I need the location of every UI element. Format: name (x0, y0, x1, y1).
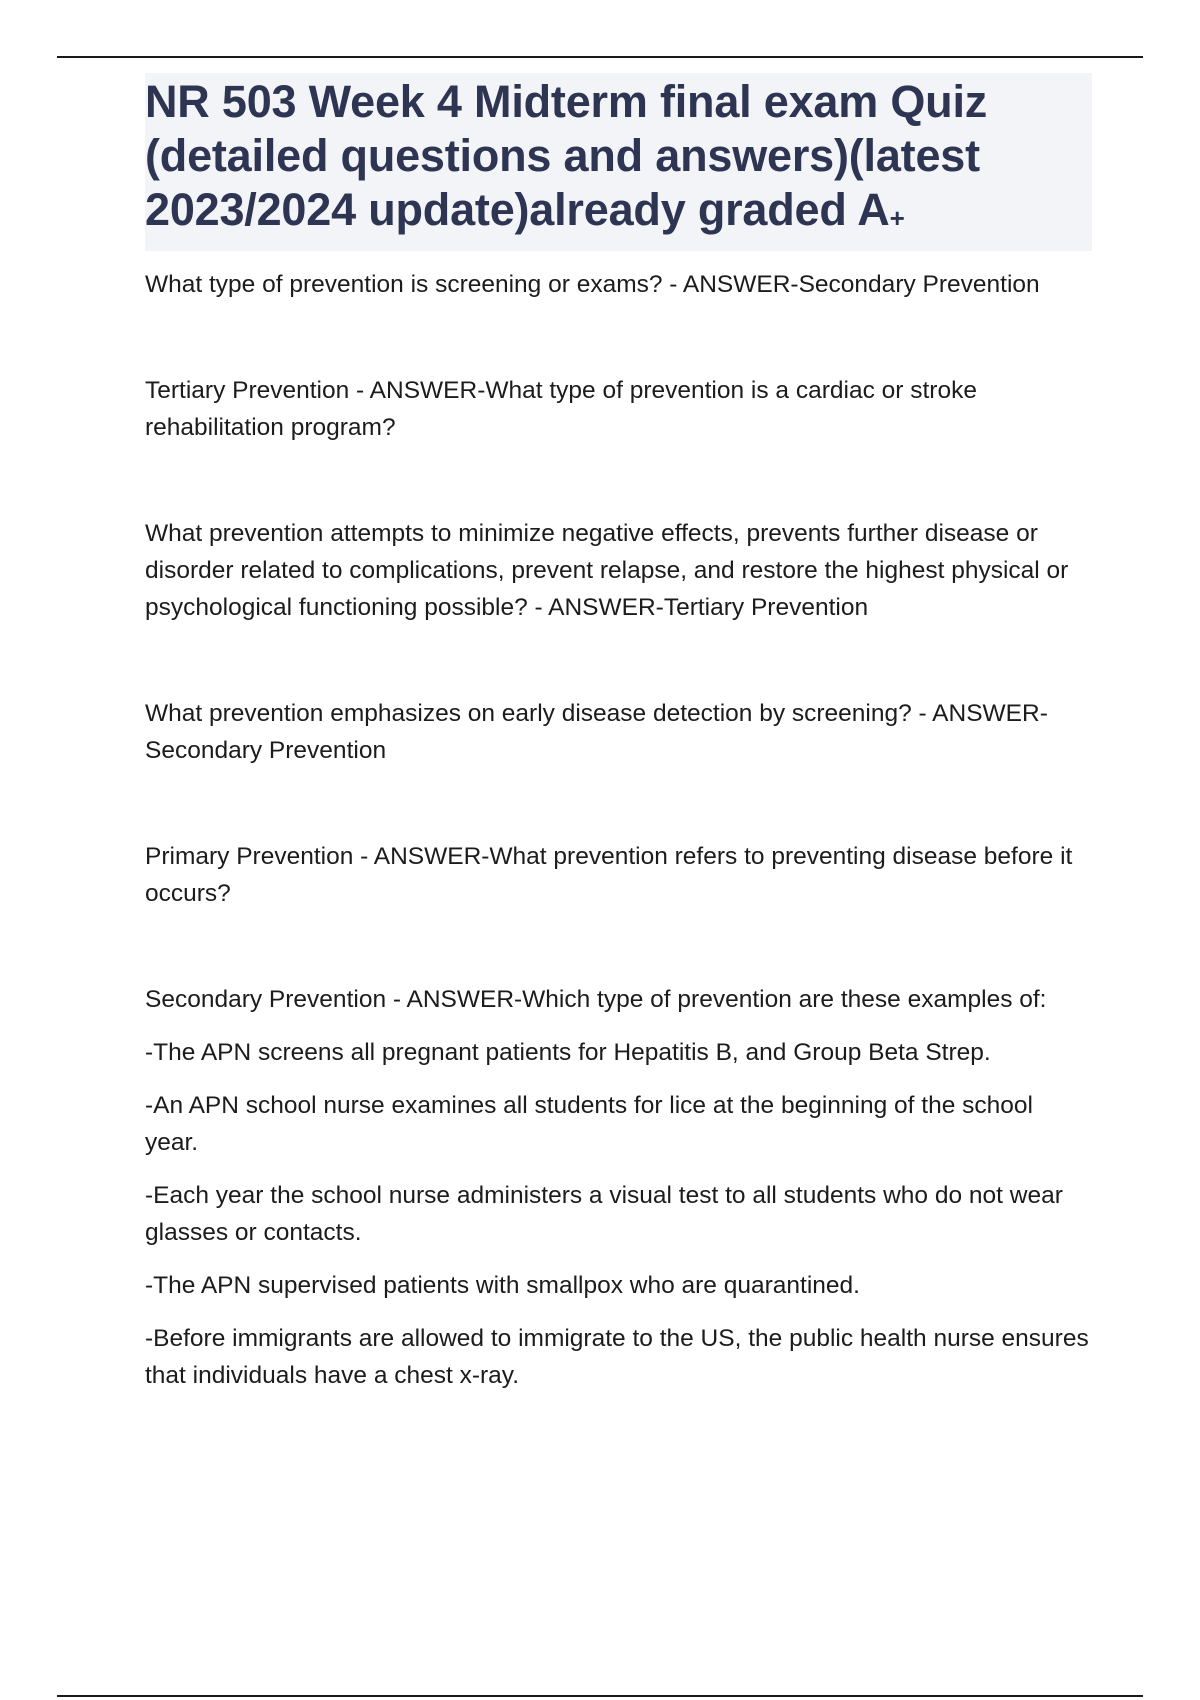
bottom-divider (57, 1695, 1143, 1697)
top-divider (57, 56, 1143, 58)
qa-item: Tertiary Prevention - ANSWER-What type of prevention is a cardiac or stroke rehabilitation program? (145, 377, 977, 441)
qa-item: Secondary Prevention - ANSWER-Which type of prevention are these examples of: (145, 986, 1047, 1013)
example-item: -An APN school nurse examines all students for lice at the beginning of the school year. (145, 1092, 1033, 1156)
example-item: -The APN screens all pregnant patients for Hepatitis B, and Group Beta Strep. (145, 1039, 991, 1066)
document-body (145, 266, 1090, 1394)
document-title-text: NR 503 Week 4 Midterm final exam Quiz (detailed questions and answers)(latest 2023/2024 update)already graded A (145, 76, 988, 235)
qa-item: What prevention attempts to minimize negative effects, prevents further disease or disorder related to complications, prevent relapse, and restore the highest physical or psychological functioning possible? - ANSWER-Tertiary Prevention (145, 520, 1069, 621)
example-item: -Each year the school nurse administers a visual test to all students who do not wear glasses or contacts. (145, 1182, 1063, 1246)
example-item: -Before immigrants are allowed to immigrate to the US, the public health nurse ensures that individuals have a chest x-ray. (145, 1325, 1089, 1389)
example-item: -The APN supervised patients with smallpox who are quarantined. (145, 1272, 860, 1299)
qa-item: What prevention emphasizes on early disease detection by screening? - ANSWER-Secondary Prevention (145, 700, 1048, 764)
title-suffix: + (889, 203, 905, 233)
title-block (145, 73, 1092, 251)
document-title (145, 75, 1092, 245)
qa-item: Primary Prevention - ANSWER-What prevention refers to preventing disease before it occurs? (145, 843, 1073, 907)
qa-item: What type of prevention is screening or exams? - ANSWER-Secondary Prevention (145, 271, 1040, 298)
